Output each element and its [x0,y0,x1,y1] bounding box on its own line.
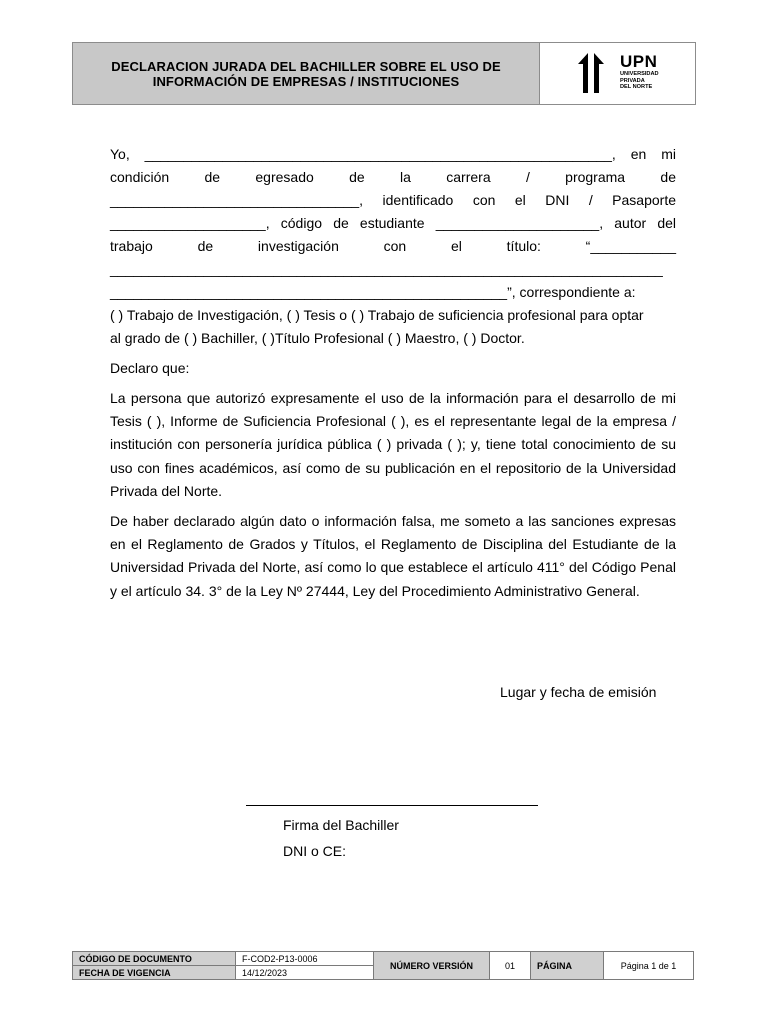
document-header [72,42,696,105]
declaration-body [110,143,676,603]
paragraph-authorization: La persona que autorizó expresamente el uso de la información para el desarrollo de mi Tesis ( ), Informe de Suficiencia Profesional ( ), es el representante legal de la empresa / institución con personería jurídica pública ( ) privada ( ); y, tiene total conocimiento de su uso con fines académicos, así como de su publicación en el repositorio de la Universidad Privada del Norte. [110,390,676,499]
signature-label: Firma del Bachiller [283,817,399,833]
page-value: Página 1 de 1 [604,952,694,980]
declaration-line: al grado de ( ) Bachiller, ( )Título Profesional ( ) Maestro, ( ) Doctor. [110,330,525,346]
title-line-2: INFORMACIÓN DE EMPRESAS / INSTITUCIONES [152,73,460,89]
date-value: 14/12/2023 [236,966,374,980]
version-label: NÚMERO VERSIÓN [374,952,490,980]
declaration-line: trabajo de investigación con el título: “___________ [110,238,676,254]
upn-arrows-icon [576,51,616,95]
version-value: 01 [490,952,531,980]
signature-line [246,805,538,806]
declaro-heading: Declaro que: [110,360,190,376]
place-date-label: Lugar y fecha de emisión [500,684,657,700]
declaration-line: condición de egresado de la carrera / programa de [110,169,676,185]
page-label: PÁGINA [531,952,604,980]
declaration-line: ( ) Trabajo de Investigación, ( ) Tesis o ( ) Trabajo de suficiencia profesional para optar [110,307,644,323]
code-label: CÓDIGO DE DOCUMENTO [73,952,236,966]
title-line-1: DECLARACION JURADA DEL BACHILLER SOBRE EL USO DE [111,58,501,74]
declaration-line: ___________________________________________________”, correspondiente a: [110,284,636,300]
logo-subtitle: UNIVERSIDAD PRIVADA DEL NORTE [620,71,659,90]
dni-label: DNI o CE: [283,843,347,859]
upn-logo [539,43,695,104]
logo-word: UPN [620,52,658,71]
code-value: F-COD2-P13-0006 [236,952,374,966]
declaration-line: ____________________, código de estudiante _____________________, autor del [110,215,676,231]
declaration-line: ________________________________, identificado con el DNI / Pasaporte [110,192,676,208]
document-footer [72,951,694,980]
declaration-line: Yo, ____________________________________________________________, en mi [110,146,676,162]
paragraph-sanctions: De haber declarado algún dato o información falsa, me someto a las sanciones expresas en el Reglamento de Grados y Títulos, el Reglamento de Disciplina del Estudiante de la Universidad Privada del Norte, así como lo que establece el artículo 411° del Código Penal y el artículo 34. 3° de la Ley Nº 27444, Ley del Procedimiento Administrativo General. [110,513,676,599]
date-label: FECHA DE VIGENCIA [73,966,236,980]
declaration-line: _______________________________________________________________________ [110,261,663,277]
document-title [73,43,539,104]
